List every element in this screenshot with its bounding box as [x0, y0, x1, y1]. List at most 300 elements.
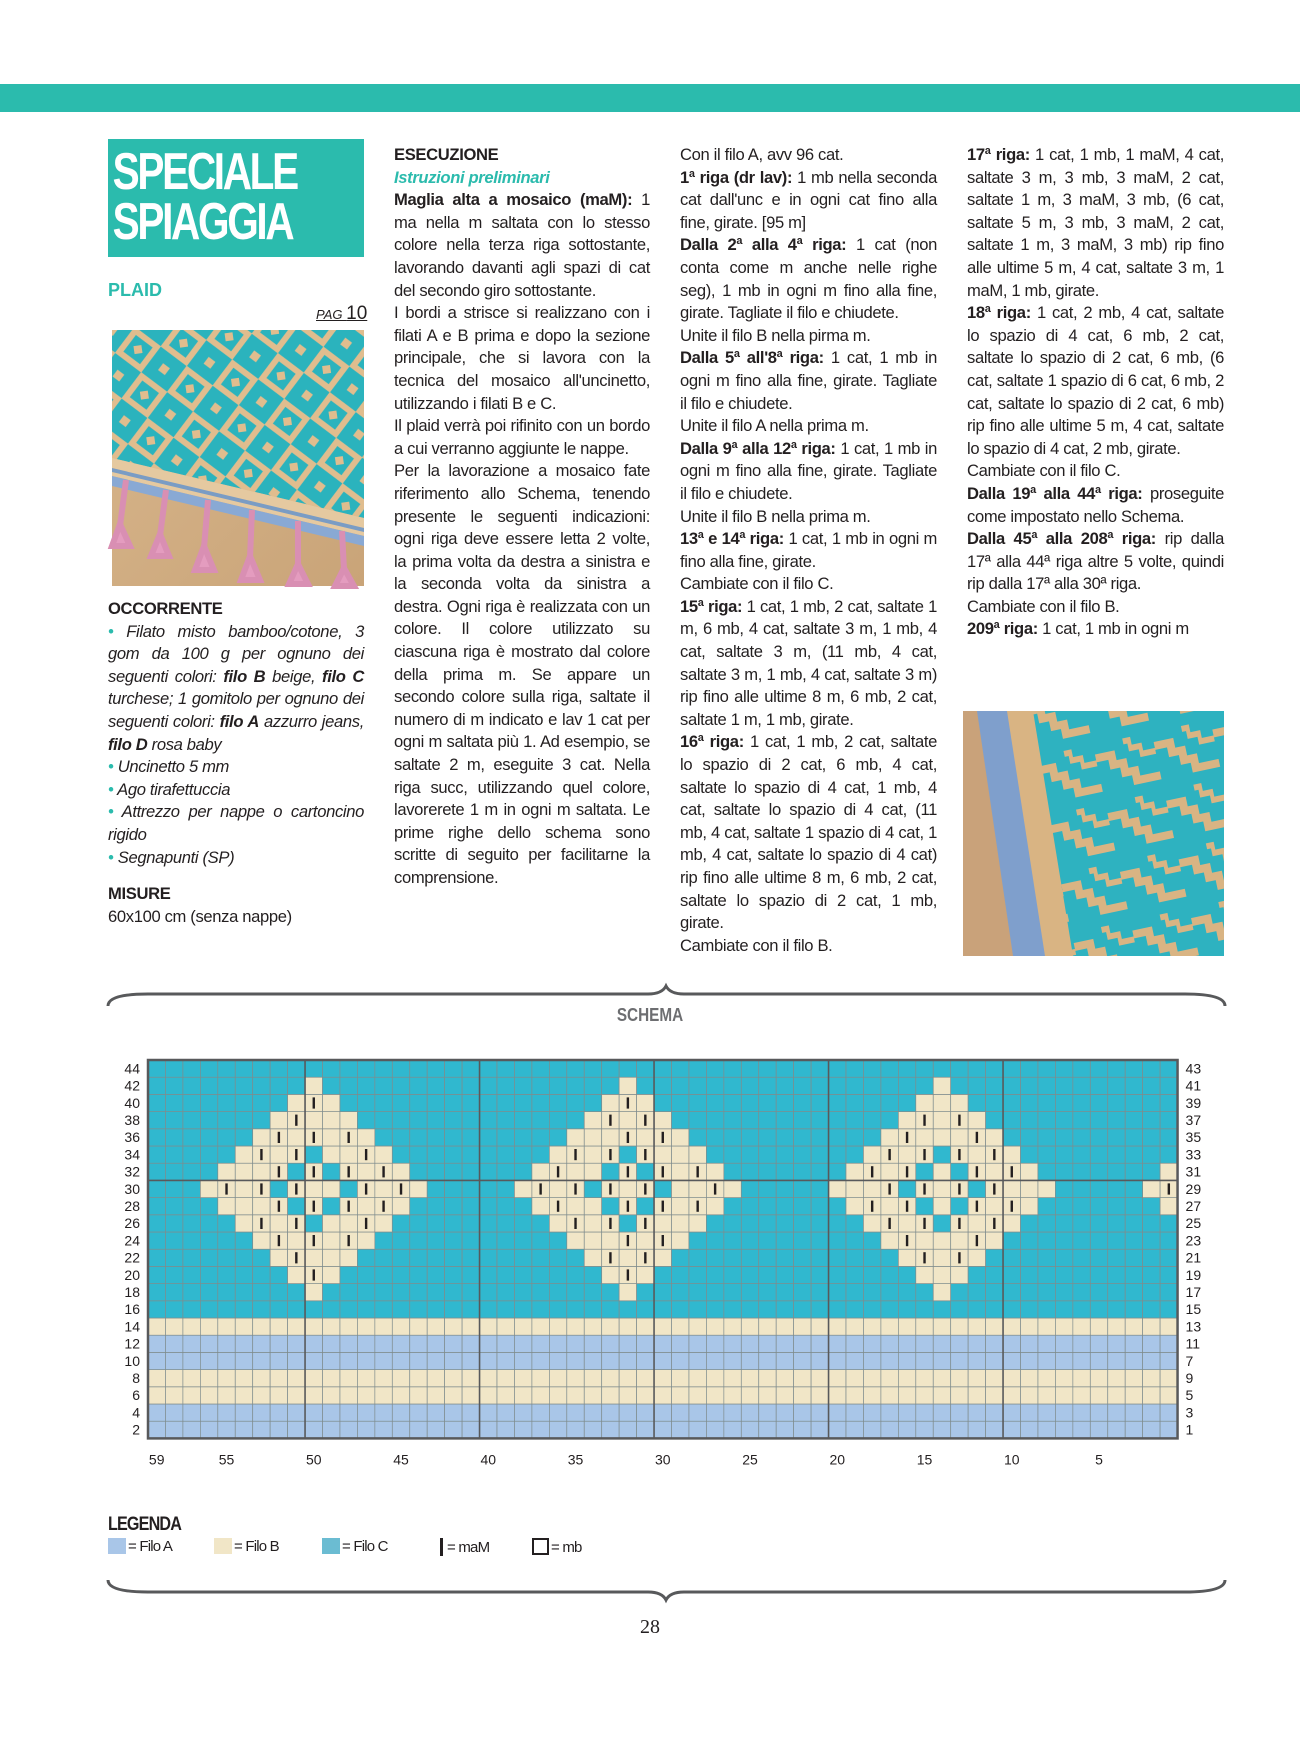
mam-mark	[609, 1149, 611, 1160]
instruction-rows-5-8: Dalla 5ª all'8ª riga: 1 cat, 1 mb in ogni m fino alla fine, girate. Tagliate il filo e chiudete.	[680, 348, 937, 413]
chart-cell	[846, 1318, 863, 1335]
chart-cell	[741, 1077, 758, 1094]
chart-cell	[776, 1249, 793, 1266]
chart-cell	[323, 1266, 340, 1283]
chart-cell	[165, 1249, 182, 1266]
chart-cell	[340, 1335, 357, 1352]
chart-cell	[672, 1232, 689, 1249]
chart-cell	[270, 1215, 287, 1232]
chart-cell	[462, 1352, 479, 1369]
chart-cell	[1143, 1163, 1160, 1180]
chart-cell	[200, 1094, 217, 1111]
mam-mark	[958, 1149, 960, 1160]
chart-cell	[776, 1163, 793, 1180]
chart-cell	[1143, 1352, 1160, 1369]
chart-cell	[148, 1077, 165, 1094]
chart-cell	[1038, 1352, 1055, 1369]
chart-cell	[689, 1146, 706, 1163]
chart-cell	[532, 1370, 549, 1387]
chart-cell	[619, 1060, 636, 1077]
instruction-row-17: 17ª riga: 1 cat, 1 mb, 1 maM, 4 cat, saltate 3 m, 3 mb, 3 maM, 2 cat, saltate 1 m, 3 maM, 3 mb, (6 cat, saltate 5 m, 3 mb, 3 maM, 2 cat, saltate 1 m, 3 maM, 3 mb) rip fino alle ultime 5 m, 4 cat, saltate 3 m, 1 maM, 1 mb, girate.	[967, 145, 1224, 300]
chart-cell	[480, 1370, 497, 1387]
chart-cell	[759, 1335, 776, 1352]
chart-cell	[1125, 1301, 1142, 1318]
chart-cell	[200, 1060, 217, 1077]
chart-cell	[235, 1266, 252, 1283]
chart-cell	[1160, 1198, 1177, 1215]
chart-cell	[549, 1129, 566, 1146]
chart-cell	[741, 1421, 758, 1438]
chart-cell	[1160, 1352, 1177, 1369]
chart-cell	[811, 1112, 828, 1129]
chart-cell	[183, 1077, 200, 1094]
instruction-cast-on: Con il filo A, avv 96 cat.	[680, 145, 844, 164]
row-label-left: 24	[124, 1232, 140, 1249]
mam-mark	[313, 1132, 315, 1143]
chart-cell	[218, 1146, 235, 1163]
chart-cell	[357, 1249, 374, 1266]
chart-cell	[951, 1094, 968, 1111]
chart-cell	[200, 1163, 217, 1180]
chart-cell	[776, 1318, 793, 1335]
chart-cell	[759, 1215, 776, 1232]
mam-mark	[278, 1201, 280, 1212]
chart-cell	[323, 1215, 340, 1232]
chart-cell	[829, 1198, 846, 1215]
chart-cell	[672, 1370, 689, 1387]
chart-cell	[916, 1232, 933, 1249]
chart-cell	[445, 1060, 462, 1077]
chart-cell	[741, 1163, 758, 1180]
chart-cell	[532, 1421, 549, 1438]
chart-cell	[200, 1335, 217, 1352]
chart-cell	[829, 1180, 846, 1197]
chart-cell	[619, 1180, 636, 1197]
chart-cell	[427, 1215, 444, 1232]
chart-cell	[898, 1404, 915, 1421]
chart-cell	[1073, 1266, 1090, 1283]
chart-cell	[340, 1266, 357, 1283]
chart-cell	[549, 1112, 566, 1129]
chart-cell	[392, 1077, 409, 1094]
esecuzione-heading: ESECUZIONE	[394, 145, 499, 164]
chart-cell	[1038, 1146, 1055, 1163]
chart-cell	[776, 1370, 793, 1387]
chart-cell	[1055, 1421, 1072, 1438]
chart-cell	[270, 1060, 287, 1077]
chart-cell	[933, 1146, 950, 1163]
chart-cell	[933, 1077, 950, 1094]
chart-cell	[532, 1094, 549, 1111]
chart-cell	[288, 1129, 305, 1146]
chart-cell	[1003, 1215, 1020, 1232]
chart-cell	[497, 1129, 514, 1146]
chart-cell	[916, 1318, 933, 1335]
chart-cell	[200, 1198, 217, 1215]
chart-cell	[340, 1112, 357, 1129]
chart-cell	[584, 1404, 601, 1421]
chart-cell	[986, 1232, 1003, 1249]
chart-cell	[1143, 1301, 1160, 1318]
chart-cell	[951, 1387, 968, 1404]
chart-cell	[951, 1370, 968, 1387]
chart-cell	[794, 1232, 811, 1249]
chart-cell	[497, 1387, 514, 1404]
mam-mark	[1168, 1183, 1170, 1194]
chart-cell	[1038, 1180, 1055, 1197]
chart-cell	[1055, 1335, 1072, 1352]
chart-cell	[392, 1129, 409, 1146]
chart-cell	[863, 1129, 880, 1146]
chart-cell	[323, 1387, 340, 1404]
chart-cell	[183, 1352, 200, 1369]
chart-cell	[340, 1284, 357, 1301]
chart-cell	[410, 1129, 427, 1146]
chart-cell	[1021, 1335, 1038, 1352]
chart-cell	[1090, 1198, 1107, 1215]
chart-cell	[253, 1404, 270, 1421]
chart-cell	[986, 1318, 1003, 1335]
chart-cell	[183, 1284, 200, 1301]
chart-cell	[235, 1198, 252, 1215]
chart-cell	[637, 1284, 654, 1301]
column-1	[108, 598, 364, 928]
chart-cell	[1160, 1301, 1177, 1318]
chart-cell	[986, 1352, 1003, 1369]
chart-cell	[1143, 1404, 1160, 1421]
chart-cell	[445, 1077, 462, 1094]
title-line-1: SPECIALE	[112, 143, 297, 201]
chart-cell	[706, 1129, 723, 1146]
chart-cell	[846, 1198, 863, 1215]
chart-cell	[724, 1112, 741, 1129]
row-label-left: 44	[124, 1060, 140, 1077]
mam-mark	[958, 1252, 960, 1263]
misure-heading: MISURE	[108, 884, 171, 904]
swatch-filo-b	[214, 1538, 232, 1554]
chart-cell	[986, 1060, 1003, 1077]
chart-cell	[253, 1232, 270, 1249]
chart-cell	[1055, 1284, 1072, 1301]
chart-cell	[986, 1301, 1003, 1318]
chart-cell	[1108, 1249, 1125, 1266]
row-label-right: 5	[1185, 1387, 1194, 1404]
chart-cell	[602, 1335, 619, 1352]
chart-cell	[288, 1318, 305, 1335]
legend-title: LEGENDA	[108, 1514, 182, 1535]
chart-cell	[410, 1215, 427, 1232]
chart-cell	[305, 1318, 322, 1335]
chart-cell	[235, 1146, 252, 1163]
chart-cell	[410, 1301, 427, 1318]
chart-cell	[549, 1249, 566, 1266]
row-label-right: 1	[1185, 1421, 1194, 1438]
mam-mark	[295, 1115, 297, 1126]
chart-cell	[392, 1352, 409, 1369]
chart-cell	[340, 1370, 357, 1387]
chart-cell	[1003, 1249, 1020, 1266]
mam-mark	[906, 1166, 908, 1177]
chart-cell	[1073, 1318, 1090, 1335]
chart-cell	[148, 1370, 165, 1387]
chart-cell	[776, 1129, 793, 1146]
chart-cell	[916, 1352, 933, 1369]
chart-cell	[270, 1112, 287, 1129]
chart-cell	[637, 1198, 654, 1215]
chart-cell	[514, 1112, 531, 1129]
chart-cell	[584, 1387, 601, 1404]
chart-cell	[637, 1060, 654, 1077]
chart-cell	[672, 1335, 689, 1352]
row-label-right: 3	[1185, 1404, 1194, 1421]
chart-cell	[829, 1060, 846, 1077]
chart-cell	[480, 1387, 497, 1404]
chart-cell	[846, 1077, 863, 1094]
mam-mark	[644, 1218, 646, 1229]
chart-cell	[741, 1180, 758, 1197]
chart-cell	[253, 1335, 270, 1352]
chart-cell	[933, 1370, 950, 1387]
chart-cell	[1125, 1146, 1142, 1163]
chart-cell	[846, 1404, 863, 1421]
chart-cell	[741, 1387, 758, 1404]
mam-mark	[313, 1097, 315, 1108]
section-title-box	[108, 139, 364, 257]
chart-cell	[253, 1094, 270, 1111]
chart-cell	[165, 1421, 182, 1438]
chart-cell	[218, 1318, 235, 1335]
chart-cell	[445, 1421, 462, 1438]
chart-cell	[165, 1318, 182, 1335]
chart-cell	[584, 1215, 601, 1232]
chart-cell	[776, 1335, 793, 1352]
chart-cell	[1160, 1112, 1177, 1129]
chart-cell	[689, 1060, 706, 1077]
chart-cell	[427, 1387, 444, 1404]
chart-cell	[410, 1232, 427, 1249]
chart-cell	[549, 1077, 566, 1094]
chart-cell	[305, 1421, 322, 1438]
chart-cell	[741, 1301, 758, 1318]
chart-cell	[480, 1266, 497, 1283]
chart-cell	[1160, 1249, 1177, 1266]
chart-cell	[1038, 1215, 1055, 1232]
chart-cell	[1055, 1146, 1072, 1163]
chart-cell	[689, 1318, 706, 1335]
chart-cell	[933, 1284, 950, 1301]
chart-cell	[794, 1077, 811, 1094]
chart-cell	[602, 1387, 619, 1404]
chart-cell	[218, 1370, 235, 1387]
chart-cell	[1125, 1077, 1142, 1094]
chart-cell	[968, 1146, 985, 1163]
row-label-right: 39	[1185, 1094, 1202, 1111]
chart-cell	[1021, 1370, 1038, 1387]
chart-cell	[776, 1146, 793, 1163]
chart-cell	[1055, 1163, 1072, 1180]
chart-cell	[497, 1146, 514, 1163]
chart-cell	[951, 1301, 968, 1318]
chart-cell	[916, 1266, 933, 1283]
chart-cell	[741, 1404, 758, 1421]
chart-cell	[567, 1266, 584, 1283]
chart-cell	[1143, 1077, 1160, 1094]
chart-cell	[270, 1094, 287, 1111]
chart-cell	[427, 1077, 444, 1094]
chart-cell	[881, 1077, 898, 1094]
chart-cell	[148, 1146, 165, 1163]
chart-cell	[794, 1215, 811, 1232]
chart-cell	[829, 1301, 846, 1318]
chart-cell	[584, 1112, 601, 1129]
chart-cell	[898, 1301, 915, 1318]
chart-cell	[1143, 1232, 1160, 1249]
chart-cell	[741, 1232, 758, 1249]
chart-cell	[1160, 1404, 1177, 1421]
chart-cell	[567, 1249, 584, 1266]
chart-cell	[1160, 1077, 1177, 1094]
chart-cell	[200, 1421, 217, 1438]
chart-cell	[1125, 1094, 1142, 1111]
chart-cell	[654, 1352, 671, 1369]
misure-value: 60x100 cm (senza nappe)	[108, 906, 292, 926]
chart-cell	[1055, 1198, 1072, 1215]
mam-mark	[400, 1183, 402, 1194]
chart-cell	[497, 1215, 514, 1232]
chart-cell	[340, 1146, 357, 1163]
mam-mark	[993, 1218, 995, 1229]
chart-cell	[584, 1335, 601, 1352]
column-3	[680, 144, 937, 957]
chart-cell	[951, 1266, 968, 1283]
chart-cell	[933, 1129, 950, 1146]
chart-cell	[532, 1284, 549, 1301]
chart-cell	[323, 1318, 340, 1335]
chart-cell	[916, 1370, 933, 1387]
row-label-right: 21	[1185, 1249, 1202, 1266]
chart-cell	[1021, 1404, 1038, 1421]
chart-cell	[881, 1335, 898, 1352]
chart-cell	[218, 1301, 235, 1318]
mam-mark	[888, 1183, 890, 1194]
chart-cell	[1090, 1335, 1107, 1352]
chart-cell	[497, 1421, 514, 1438]
chart-cell	[706, 1421, 723, 1438]
mam-mark	[906, 1201, 908, 1212]
chart-cell	[968, 1284, 985, 1301]
chart-cell	[637, 1404, 654, 1421]
mam-mark	[347, 1166, 349, 1177]
chart-cell	[759, 1129, 776, 1146]
chart-cell	[1143, 1370, 1160, 1387]
bottom-divider	[108, 1572, 1225, 1602]
chart-cell	[357, 1112, 374, 1129]
chart-cell	[602, 1421, 619, 1438]
chart-cell	[811, 1387, 828, 1404]
chart-cell	[270, 1266, 287, 1283]
chart-cell	[375, 1370, 392, 1387]
chart-cell	[933, 1421, 950, 1438]
chart-cell	[724, 1163, 741, 1180]
chart-cell	[462, 1335, 479, 1352]
chart-cell	[340, 1421, 357, 1438]
chart-cell	[1160, 1094, 1177, 1111]
chart-cell	[532, 1163, 549, 1180]
chart-cell	[654, 1094, 671, 1111]
chart-cell	[1038, 1060, 1055, 1077]
mam-mark	[923, 1183, 925, 1194]
chart-cell	[183, 1232, 200, 1249]
chart-cell	[1038, 1077, 1055, 1094]
chart-cell	[392, 1421, 409, 1438]
chart-cell	[1090, 1249, 1107, 1266]
chart-cell	[410, 1266, 427, 1283]
mam-mark	[644, 1252, 646, 1263]
chart-cell	[1125, 1232, 1142, 1249]
chart-cell	[811, 1284, 828, 1301]
chart-cell	[794, 1352, 811, 1369]
chart-cell	[584, 1249, 601, 1266]
chart-cell	[497, 1094, 514, 1111]
chart-cell	[445, 1215, 462, 1232]
chart-cell	[427, 1352, 444, 1369]
chart-cell	[1108, 1232, 1125, 1249]
chart-cell	[1021, 1284, 1038, 1301]
mam-mark	[574, 1218, 576, 1229]
mam-symbol-icon	[440, 1538, 443, 1556]
chart-cell	[794, 1284, 811, 1301]
page-reference[interactable]: PAG 10	[316, 303, 368, 324]
chart-cell	[619, 1146, 636, 1163]
chart-cell	[968, 1421, 985, 1438]
chart-cell	[392, 1094, 409, 1111]
chart-cell	[794, 1318, 811, 1335]
supply-item-markers: • Segnapunti (SP)	[108, 847, 235, 867]
chart-cell	[759, 1180, 776, 1197]
chart-cell	[846, 1215, 863, 1232]
chart-cell	[480, 1198, 497, 1215]
chart-cell	[584, 1129, 601, 1146]
chart-cell	[602, 1094, 619, 1111]
chart-cell	[270, 1421, 287, 1438]
chart-cell	[218, 1404, 235, 1421]
chart-cell	[602, 1232, 619, 1249]
chart-cell	[689, 1180, 706, 1197]
mam-mark	[923, 1218, 925, 1229]
chart-cell	[148, 1335, 165, 1352]
mam-mark	[295, 1149, 297, 1160]
chart-cell	[288, 1198, 305, 1215]
chart-cell	[724, 1232, 741, 1249]
chart-cell	[1073, 1060, 1090, 1077]
chart-cell	[654, 1060, 671, 1077]
chart-cell	[375, 1404, 392, 1421]
chart-cell	[811, 1404, 828, 1421]
chart-cell	[200, 1301, 217, 1318]
chart-cell	[148, 1180, 165, 1197]
chart-cell	[1038, 1266, 1055, 1283]
chart-cell	[148, 1284, 165, 1301]
row-label-left: 6	[132, 1387, 140, 1404]
chart-cell	[637, 1352, 654, 1369]
mam-mark	[574, 1149, 576, 1160]
chart-cell	[288, 1060, 305, 1077]
chart-cell	[1125, 1060, 1142, 1077]
chart-cell	[497, 1370, 514, 1387]
chart-cell	[375, 1215, 392, 1232]
chart-cell	[741, 1318, 758, 1335]
mam-mark	[278, 1166, 280, 1177]
